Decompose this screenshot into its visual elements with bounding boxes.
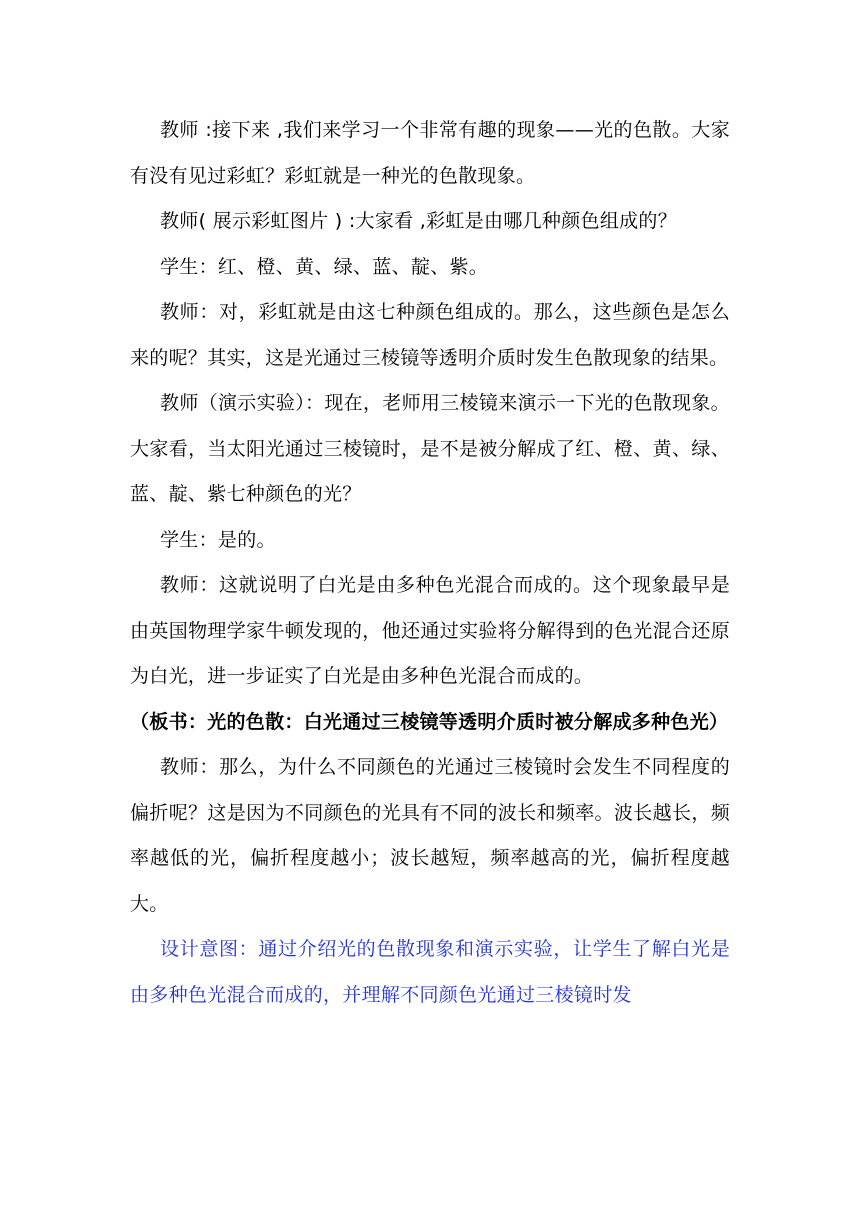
paragraph-design-intent: 设计意图：通过介绍光的色散现象和演示实验，让学生了解白光是由多种色光混合而成的，并理解不同颜色光通过三棱镜时发	[130, 938, 730, 1006]
document-body	[130, 108, 730, 1018]
paragraph-blackboard-note: （板书：光的色散：白光通过三棱镜等透明介质时被分解成多种色光）	[130, 710, 729, 733]
paragraph-teacher-wavelength: 教师：那么，为什么不同颜色的光通过三棱镜时会发生不同程度的偏折呢？这是因为不同颜色的光具有不同的波长和频率。波长越长，频率越低的光，偏折程度越小；波长越短，频率越高的光，偏折程度越大。	[130, 756, 730, 915]
paragraph-student-yes: 学生：是的。	[160, 528, 276, 551]
paragraph-teacher-rainbow-question: 教师( 展示彩虹图片 ) :大家看 ,彩虹是由哪几种颜色组成的？	[160, 210, 678, 232]
paragraph-teacher-experiment: 教师（演示实验）：现在，老师用三棱镜来演示一下光的色散现象。大家看，当太阳光通过三棱镜时，是不是被分解成了红、橙、黄、绿、蓝、靛、紫七种颜色的光？	[130, 392, 730, 505]
paragraph-teacher-dispersion-origin: 教师：对，彩虹就是由这七种颜色组成的。那么，这些颜色是怎么来的呢？其实，这是光通过三棱镜等透明介质时发生色散现象的结果。	[130, 301, 730, 369]
paragraph-teacher-newton: 教师：这就说明了白光是由多种色光混合而成的。这个现象最早是由英国物理学家牛顿发现的，他还通过实验将分解得到的色光混合还原为白光，进一步证实了白光是由多种色光混合而成的。	[130, 574, 730, 687]
paragraph-teacher-intro: 教师 :接下来 ,我们来学习一个非常有趣的现象——光的色散。大家有没有见过彩虹？彩虹就是一种光的色散现象。	[130, 119, 730, 187]
paragraph-student-colors: 学生：红、橙、黄、绿、蓝、靛、紫。	[160, 255, 489, 278]
